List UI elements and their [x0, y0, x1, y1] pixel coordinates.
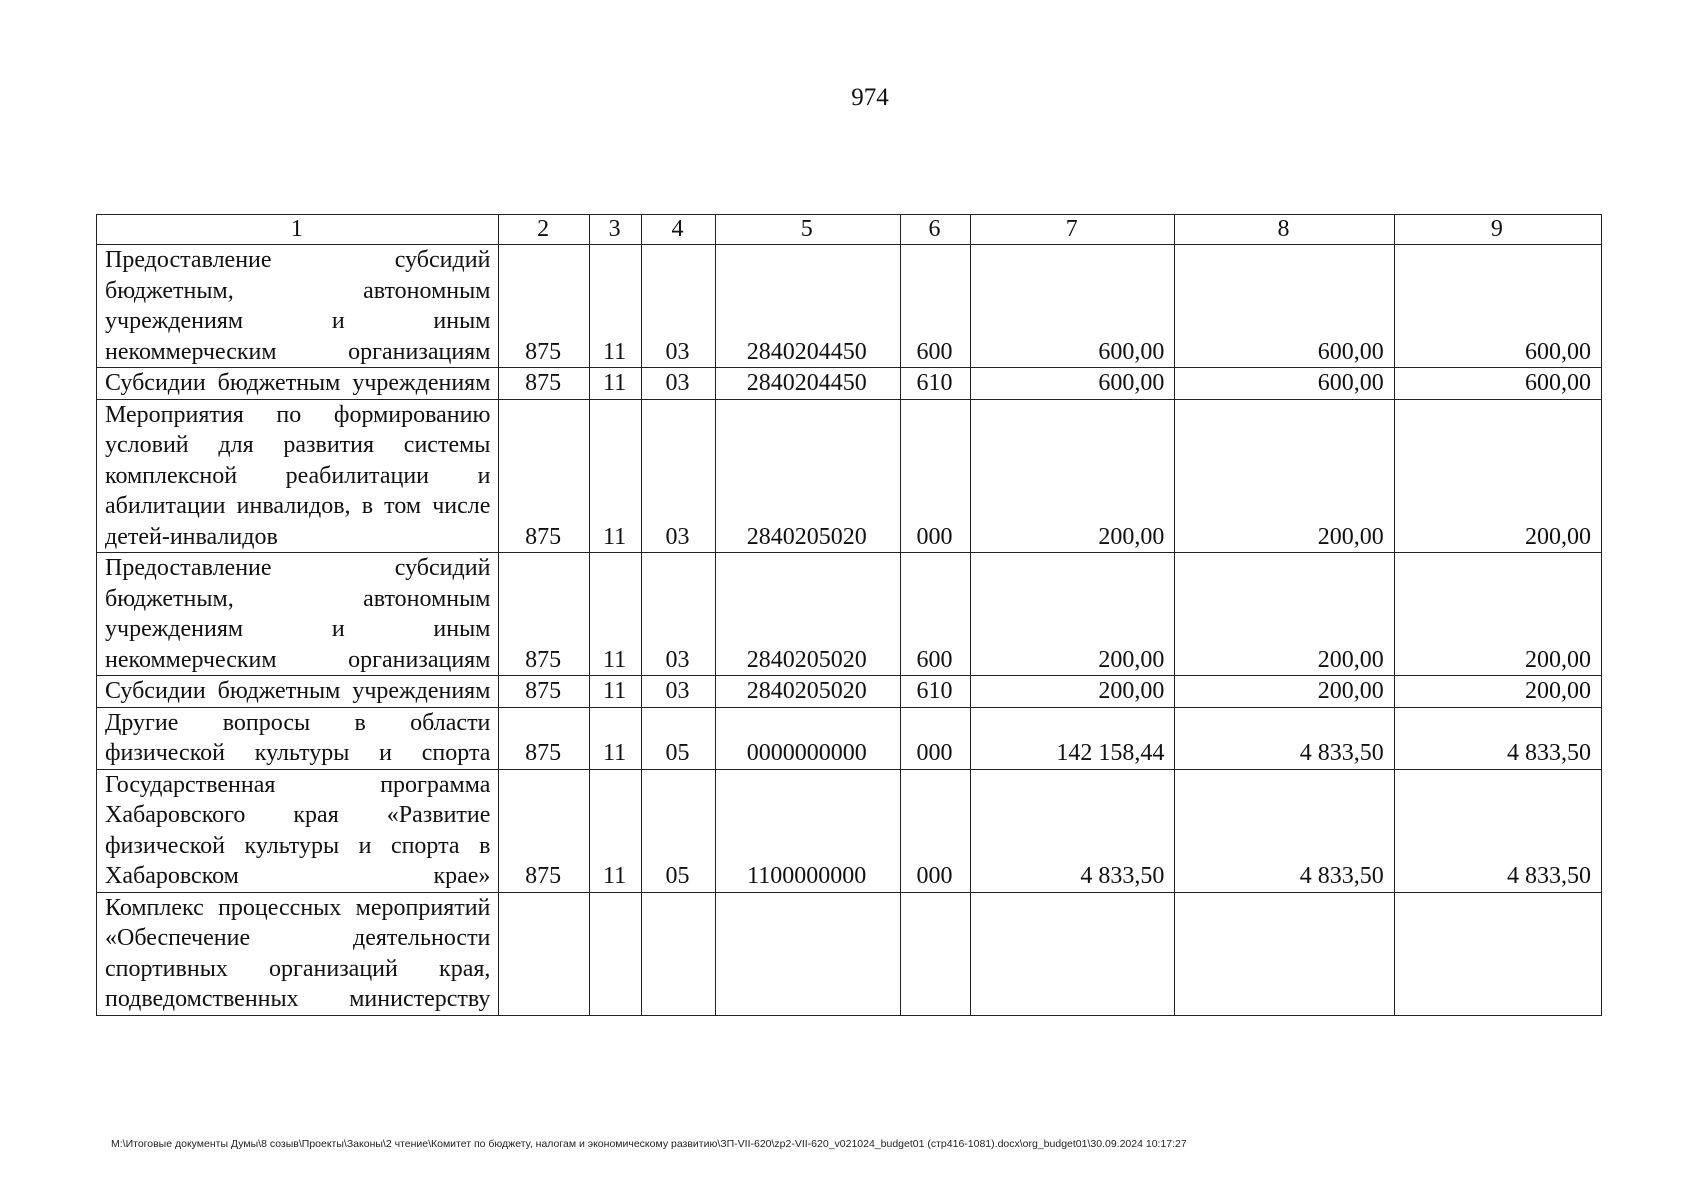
code-subsection: 05	[642, 769, 715, 892]
file-path-footer: M:\Итоговые документы Думы\8 созыв\Проекты\Законы\2 чтение\Комитет по бюджету, налогам и экономическому развитию\ЗП-VII-620\zp2-VII-620_v021024_budget01 (стр416-1081).docx\org_budget01\30.09.2024 10:17:27	[111, 1138, 1187, 1150]
code-subsection	[642, 892, 715, 1015]
amount-col8: 200,00	[1175, 553, 1394, 676]
header-cell: 4	[642, 215, 715, 245]
code-ministry: 875	[499, 707, 590, 769]
table-row	[97, 368, 1602, 400]
amount-col9: 200,00	[1394, 553, 1601, 676]
amount-col9: 200,00	[1394, 676, 1601, 708]
amount-col8: 4 833,50	[1175, 769, 1394, 892]
row-name: Субсидии бюджетным учреждениям	[97, 368, 499, 400]
code-section: 11	[589, 245, 641, 368]
code-expense-type: 000	[900, 769, 970, 892]
amount-col7: 600,00	[971, 368, 1175, 400]
table-row	[97, 245, 1602, 368]
code-section	[589, 892, 641, 1015]
code-section: 11	[589, 368, 641, 400]
header-cell: 1	[97, 215, 499, 245]
table-row	[97, 676, 1602, 708]
code-expense-type: 610	[900, 676, 970, 708]
code-ministry: 875	[499, 399, 590, 553]
code-target: 2840205020	[715, 676, 900, 708]
amount-col8: 200,00	[1175, 676, 1394, 708]
row-name: Субсидии бюджетным учреждениям	[97, 676, 499, 708]
code-ministry: 875	[499, 553, 590, 676]
amount-col7: 200,00	[971, 399, 1175, 553]
amount-col8: 600,00	[1175, 245, 1394, 368]
code-target: 0000000000	[715, 707, 900, 769]
code-section: 11	[589, 553, 641, 676]
amount-col7	[971, 892, 1175, 1015]
table-row	[97, 399, 1602, 553]
amount-col9: 600,00	[1394, 368, 1601, 400]
header-cell: 8	[1175, 215, 1394, 245]
code-target: 2840204450	[715, 368, 900, 400]
amount-col7: 142 158,44	[971, 707, 1175, 769]
amount-col9: 4 833,50	[1394, 769, 1601, 892]
table-row	[97, 892, 1602, 1015]
code-ministry: 875	[499, 245, 590, 368]
amount-col7: 200,00	[971, 676, 1175, 708]
header-cell: 6	[900, 215, 970, 245]
amount-col8: 200,00	[1175, 399, 1394, 553]
code-subsection: 03	[642, 245, 715, 368]
amount-col7: 4 833,50	[971, 769, 1175, 892]
amount-col7: 200,00	[971, 553, 1175, 676]
code-expense-type: 610	[900, 368, 970, 400]
row-name: Другие вопросы в области физической культуры и спорта	[97, 707, 499, 769]
row-name: Государственная программа Хабаровского края «Развитие физической культуры и спорта в Хабаровском крае»	[97, 769, 499, 892]
code-target: 2840205020	[715, 399, 900, 553]
page-number: 974	[851, 84, 889, 111]
amount-col8: 600,00	[1175, 368, 1394, 400]
header-cell: 2	[499, 215, 590, 245]
row-name: Предоставление субсидий бюджетным, автономным учреждениям и иным некоммерческим организациям	[97, 553, 499, 676]
header-row	[97, 215, 1602, 245]
code-section: 11	[589, 676, 641, 708]
code-section: 11	[589, 769, 641, 892]
header-cell: 3	[589, 215, 641, 245]
code-target: 1100000000	[715, 769, 900, 892]
code-target: 2840204450	[715, 245, 900, 368]
table-row	[97, 769, 1602, 892]
code-subsection: 03	[642, 553, 715, 676]
code-subsection: 03	[642, 368, 715, 400]
header-cell: 9	[1394, 215, 1601, 245]
budget-table	[96, 214, 1602, 1016]
amount-col9: 4 833,50	[1394, 707, 1601, 769]
row-name: Предоставление субсидий бюджетным, автономным учреждениям и иным некоммерческим организациям	[97, 245, 499, 368]
code-target	[715, 892, 900, 1015]
code-section: 11	[589, 707, 641, 769]
amount-col7: 600,00	[971, 245, 1175, 368]
amount-col9: 200,00	[1394, 399, 1601, 553]
amount-col8: 4 833,50	[1175, 707, 1394, 769]
row-name: Комплекс процессных мероприятий «Обеспечение деятельности спортивных организаций края, подведомственных министерству	[97, 892, 499, 1015]
code-subsection: 05	[642, 707, 715, 769]
code-expense-type: 600	[900, 245, 970, 368]
code-expense-type: 000	[900, 707, 970, 769]
table-row	[97, 707, 1602, 769]
code-target: 2840205020	[715, 553, 900, 676]
row-name: Мероприятия по формированию условий для развития системы комплексной реабилитации и абилитации инвалидов, в том числе детей-инвалидов	[97, 399, 499, 553]
code-ministry: 875	[499, 368, 590, 400]
header-cell: 5	[715, 215, 900, 245]
amount-col8	[1175, 892, 1394, 1015]
code-ministry: 875	[499, 676, 590, 708]
code-section: 11	[589, 399, 641, 553]
amount-col9: 600,00	[1394, 245, 1601, 368]
header-cell: 7	[971, 215, 1175, 245]
code-ministry: 875	[499, 769, 590, 892]
code-subsection: 03	[642, 399, 715, 553]
code-ministry	[499, 892, 590, 1015]
amount-col9	[1394, 892, 1601, 1015]
code-expense-type: 000	[900, 399, 970, 553]
code-subsection: 03	[642, 676, 715, 708]
code-expense-type	[900, 892, 970, 1015]
table-row	[97, 553, 1602, 676]
code-expense-type: 600	[900, 553, 970, 676]
